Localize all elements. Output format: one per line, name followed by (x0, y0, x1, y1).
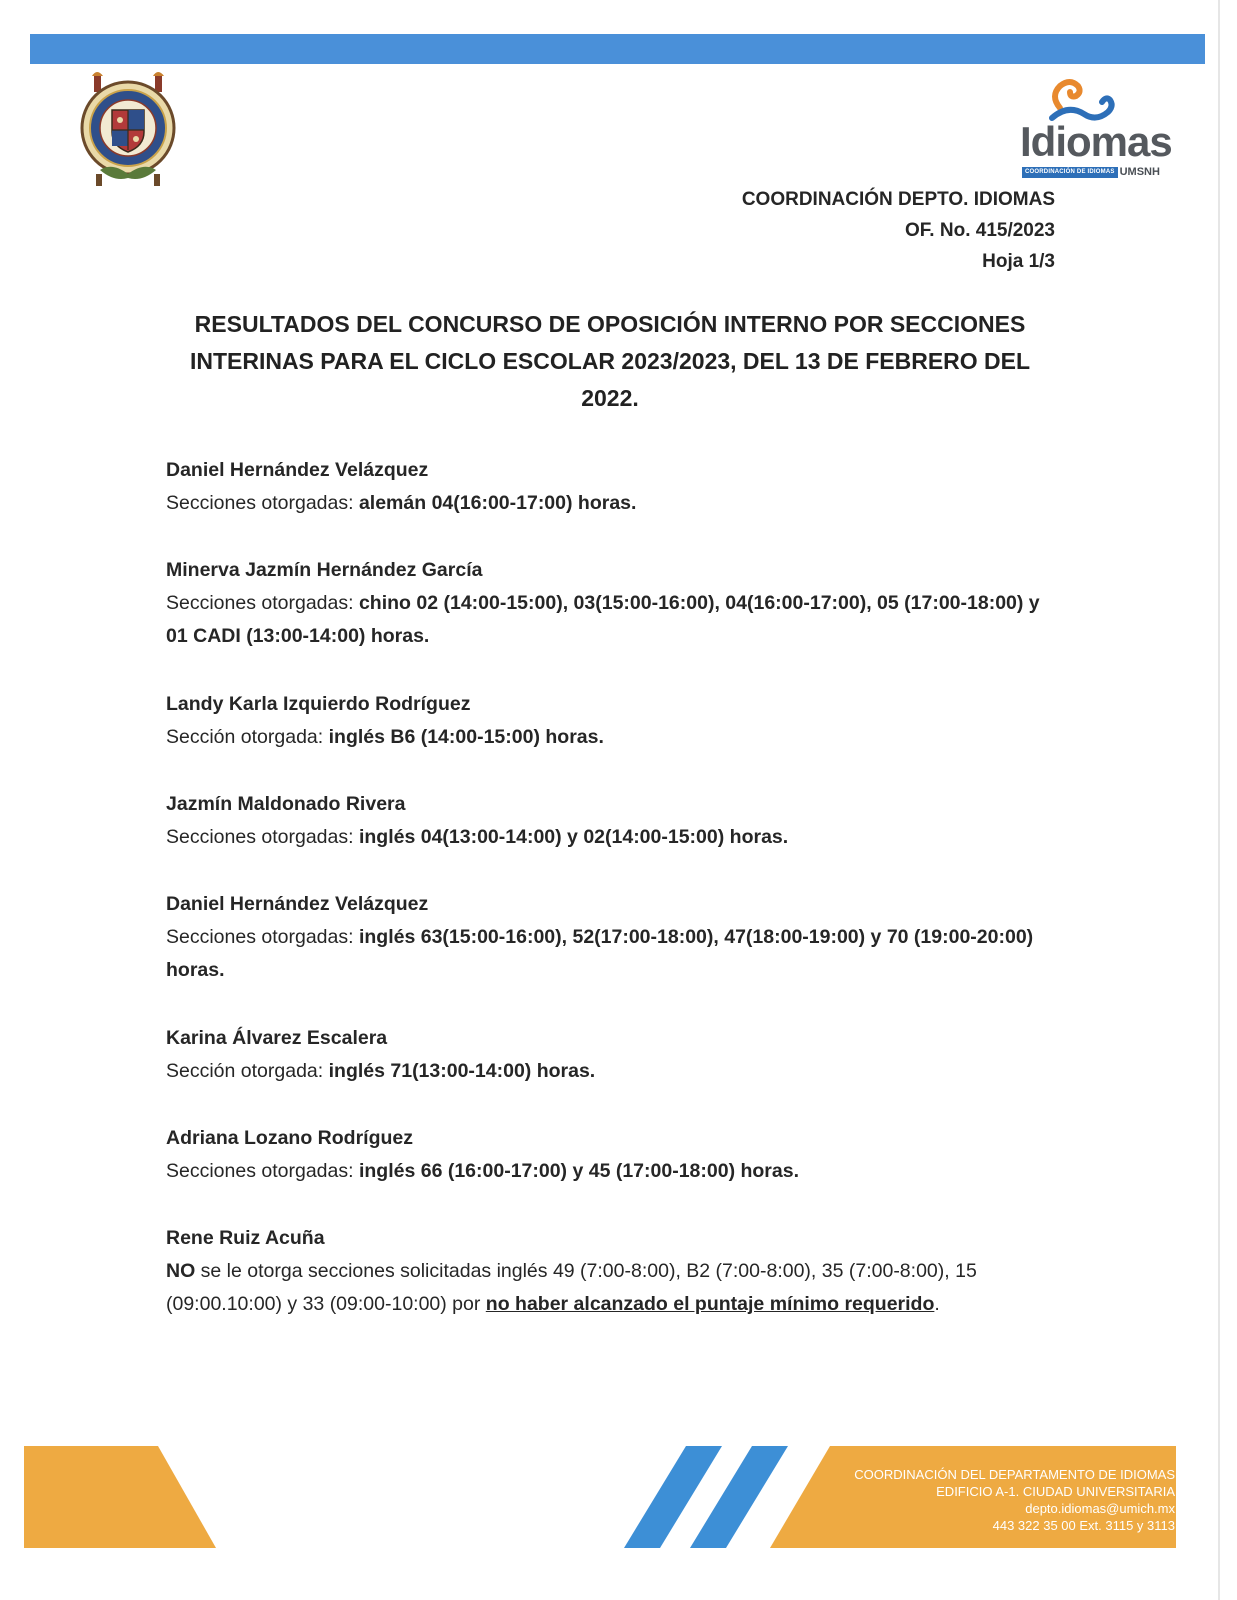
entry-name: Daniel Hernández Velázquez (166, 459, 429, 481)
logo-subtitle-umsnh: UMSNH (1119, 166, 1160, 178)
entry-sections (166, 487, 1046, 520)
entry-7 (166, 1122, 1046, 1188)
entry-name: Adriana Lozano Rodríguez (166, 1127, 414, 1149)
footer-email: depto.idiomas@umich.mx (1025, 1501, 1175, 1516)
document-title (180, 306, 1040, 417)
entry-name: Karina Álvarez Escalera (166, 1027, 388, 1049)
entry-final (166, 1222, 1046, 1321)
entry-sections (166, 721, 1046, 754)
entry-name: Minerva Jazmín Hernández García (166, 559, 483, 581)
entry-1 (166, 454, 1046, 520)
entry-sections (166, 1255, 1046, 1321)
idiomas-logo (1020, 78, 1180, 182)
logo-subtitle-box: COORDINACIÓN DE IDIOMAS (1022, 167, 1118, 178)
entry-4 (166, 788, 1046, 854)
entry-label: Sección otorgada: (166, 726, 329, 748)
entry-no: NO (166, 1260, 196, 1282)
entry-label: Sección otorgada: (166, 1060, 329, 1082)
entry-3 (166, 688, 1046, 754)
footer-department: COORDINACIÓN DEL DEPARTAMENTO DE IDIOMAS (854, 1467, 1175, 1482)
logo-subtitle (1022, 166, 1160, 178)
office-number: OF. No. 415/2023 (905, 220, 1055, 241)
entry-label: Secciones otorgadas: (166, 926, 359, 948)
entry-detail: inglés 66 (16:00-17:00) y 45 (17:00-18:00) horas. (358, 1160, 800, 1182)
entry-label: Secciones otorgadas: (166, 826, 359, 848)
entry-sections (166, 821, 1046, 854)
university-seal-icon (72, 70, 184, 188)
footer-contact (854, 1466, 1175, 1534)
title-line-2: INTERINAS PARA EL CICLO ESCOLAR 2023/2023, DEL 13 DE FEBRERO DEL (189, 348, 1031, 374)
footer-building: EDIFICIO A-1. CIUDAD UNIVERSITARIA (936, 1484, 1175, 1499)
entry-name: Daniel Hernández Velázquez (166, 893, 429, 915)
entry-6 (166, 1022, 1046, 1088)
logo-word: Idiomas (1020, 118, 1172, 165)
entry-label: Secciones otorgadas: (166, 1160, 359, 1182)
entry-detail: alemán 04(16:00-17:00) horas. (358, 492, 637, 514)
top-color-bar (30, 34, 1205, 64)
entry-end: . (934, 1293, 940, 1315)
title-line-1: RESULTADOS DEL CONCURSO DE OPOSICIÓN INTERNO POR SECCIONES (194, 311, 1026, 337)
entry-underlined-reason: no haber alcanzado el puntaje mínimo requerido (485, 1293, 935, 1315)
entry-detail: inglés 04(13:00-14:00) y 02(14:00-15:00) horas. (358, 826, 789, 848)
entry-detail: chino 02 (14:00-15:00), 03(15:00-16:00), 04(16:00-17:00), 05 (17:00-18:00) y 01 CADI (13:00-14:00) horas. (166, 592, 1040, 647)
entry-detail: inglés 63(15:00-16:00), 52(17:00-18:00), 47(18:00-19:00) y 70 (19:00-20:00) horas. (166, 926, 1034, 981)
page-number: Hoja 1/3 (982, 251, 1055, 272)
entry-2 (166, 554, 1042, 653)
entry-label: Secciones otorgadas: (166, 492, 359, 514)
department-line: COORDINACIÓN DEPTO. IDIOMAS (741, 189, 1055, 210)
entry-detail: inglés B6 (14:00-15:00) horas. (328, 726, 604, 748)
entry-5 (166, 888, 1042, 987)
scan-edge-line (1218, 0, 1220, 1600)
title-line-3: 2022. (581, 385, 639, 411)
entry-name: Jazmín Maldonado Rivera (166, 793, 406, 815)
entry-text: se le otorga secciones solicitadas inglés 49 (7:00-8:00), B2 (7:00-8:00), 35 (7:00-8:00), 15 (09:00.10:00) y 33 (09:00-10:00) por (166, 1260, 977, 1315)
footer-phone: 443 322 35 00 Ext. 3115 y 3113 (992, 1518, 1175, 1533)
footer-left-shape (24, 1446, 216, 1548)
entry-sections (166, 587, 1042, 653)
entry-sections (166, 921, 1042, 987)
entry-sections (166, 1155, 1046, 1188)
entry-name: Rene Ruiz Acuña (166, 1227, 325, 1249)
entry-sections (166, 1055, 1046, 1088)
document-reference (742, 184, 1055, 277)
entry-detail: inglés 71(13:00-14:00) horas. (328, 1060, 596, 1082)
entry-label: Secciones otorgadas: (166, 592, 359, 614)
entry-name: Landy Karla Izquierdo Rodríguez (166, 693, 471, 715)
